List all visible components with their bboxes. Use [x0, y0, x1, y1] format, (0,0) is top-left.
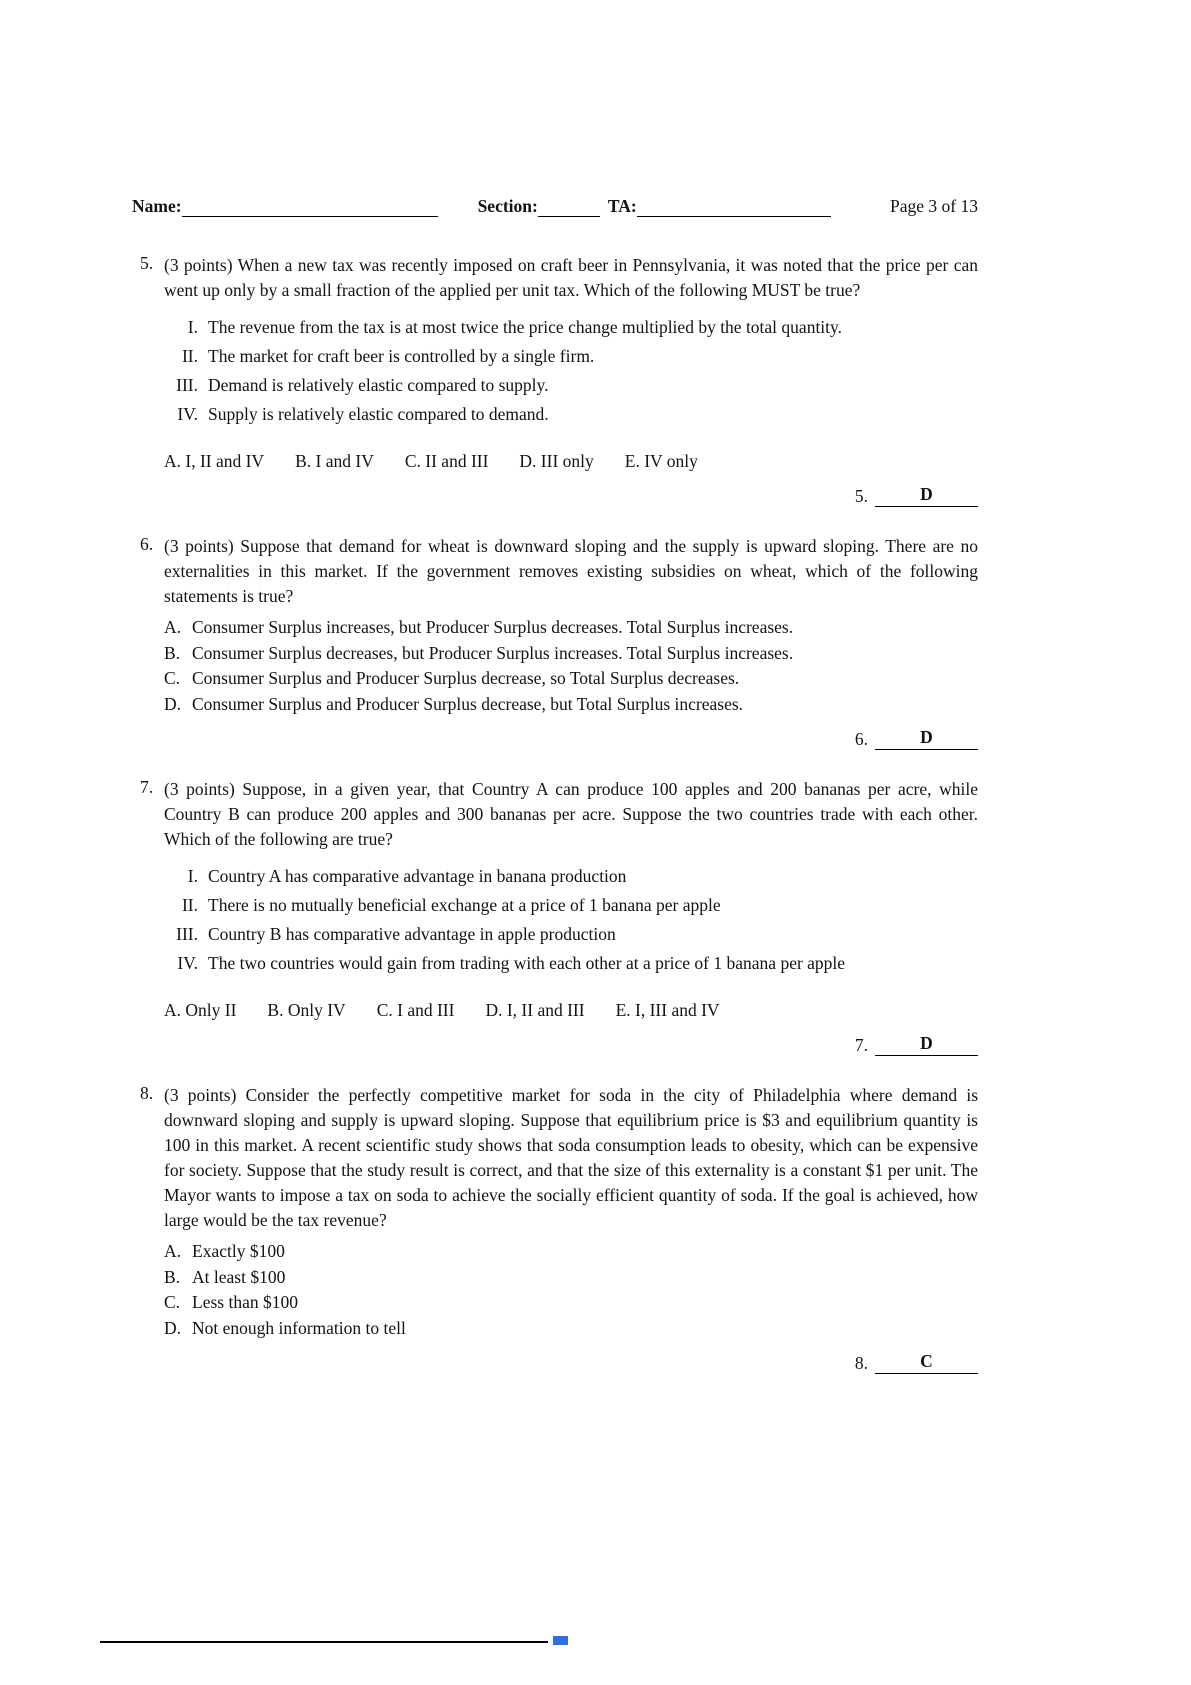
- roman-item: [164, 893, 978, 918]
- question-body: [164, 253, 978, 507]
- roman-label: III.: [176, 924, 198, 944]
- choice: [164, 615, 978, 641]
- question-8-row: [132, 1083, 978, 1374]
- choice-label: C.: [164, 668, 181, 688]
- answer-number: 5.: [854, 486, 868, 506]
- choice: E. I, III and IV: [615, 1000, 720, 1020]
- question-text: [164, 1083, 978, 1233]
- question-7-row: [132, 777, 978, 1056]
- question-number: 6.: [140, 534, 154, 554]
- question-body: [164, 777, 978, 1056]
- answer-line: [164, 1350, 978, 1374]
- question-6: [132, 534, 978, 750]
- choice-label: D.: [164, 1317, 182, 1338]
- question-text: [164, 253, 978, 303]
- roman-item: [164, 344, 978, 369]
- roman-text: Supply is relatively elastic compared to demand.: [208, 404, 549, 424]
- question-7: [132, 777, 978, 1056]
- next-page-top-rule: [100, 1641, 548, 1643]
- answer-value: C: [875, 1350, 978, 1374]
- ta-blank-line: [637, 197, 831, 217]
- choice: [164, 692, 978, 718]
- choice: [164, 1239, 978, 1265]
- page-header: [132, 196, 978, 217]
- answer-value: D: [875, 726, 978, 750]
- choice: [164, 641, 978, 667]
- answer-line: [164, 726, 978, 750]
- answer-number: 8.: [854, 1353, 868, 1373]
- roman-label: I.: [187, 866, 198, 886]
- choice: [164, 1316, 978, 1342]
- roman-item: [164, 402, 978, 427]
- answer-value: D: [875, 483, 978, 507]
- question-number: 5.: [140, 253, 154, 273]
- roman-list: [164, 315, 978, 427]
- answer-value: D: [875, 1032, 978, 1056]
- roman-text: Country B has comparative advantage in apple production: [208, 924, 616, 944]
- question-8: [132, 1083, 978, 1374]
- answer-line: [164, 1032, 978, 1056]
- roman-item: [164, 864, 978, 889]
- roman-text: The revenue from the tax is at most twice the price change multiplied by the total quantity.: [208, 317, 843, 337]
- choice: B. Only IV: [267, 1000, 346, 1020]
- question-statement: Consider the perfectly competitive market for soda in the city of Philadelphia where demand is downward sloping and supply is upward sloping. Suppose that equilibrium price is $3 and equilibrium quantity is 100 in this market. A recent scientific study shows that soda consumption leads to obesity, which can be expensive for society. Suppose that the study result is correct, and that the size of this externality is a constant $1 per unit. The Mayor wants to impose a tax on soda to achieve the socially efficient quantity of soda. If the goal is achieved, how large would be the tax revenue?: [164, 1085, 978, 1230]
- choice-label: C.: [164, 1292, 181, 1312]
- choice-label: B.: [164, 1266, 181, 1287]
- choice-label: A.: [164, 617, 182, 637]
- choice: A. Only II: [164, 1000, 237, 1020]
- ta-label: TA:: [607, 196, 637, 216]
- choice-label: A.: [164, 1241, 182, 1261]
- roman-text: There is no mutually beneficial exchange at a price of 1 banana per apple: [208, 895, 721, 915]
- question-text: [164, 777, 978, 852]
- roman-label: III.: [176, 375, 198, 395]
- section-blank-line: [538, 197, 600, 217]
- roman-label: I.: [187, 317, 198, 337]
- question-statement: Suppose, in a given year, that Country A can produce 100 apples and 200 bananas per acre, while Country B can produce 200 apples and 300 bananas per acre. Suppose the two countries trade with each other. Which of the following are true?: [164, 779, 978, 849]
- roman-text: The two countries would gain from trading with each other at a price of 1 banana per apple: [208, 953, 846, 973]
- question-points: (3 points): [164, 1085, 237, 1105]
- roman-item: [164, 922, 978, 947]
- choice-text: Consumer Surplus decreases, but Producer Surplus increases. Total Surplus increases.: [192, 642, 794, 663]
- question-number: 8.: [140, 1083, 154, 1103]
- question-5: [132, 253, 978, 507]
- choice: D. III only: [519, 451, 594, 471]
- question-points: (3 points): [164, 536, 234, 556]
- name-blank-line: [182, 197, 438, 217]
- roman-list: [164, 864, 978, 976]
- document-content: [132, 196, 978, 1401]
- choice-text: Not enough information to tell: [192, 1317, 406, 1338]
- choice-label: D.: [164, 693, 182, 714]
- page-indicator: Page 3 of 13: [890, 196, 978, 216]
- question-statement: When a new tax was recently imposed on craft beer in Pennsylvania, it was noted that the price per can went up only by a small fraction of the applied per unit tax. Which of the following MUST be true?: [164, 255, 978, 300]
- question-points: (3 points): [164, 255, 233, 275]
- footer-marker: [553, 1636, 568, 1645]
- roman-item: [164, 315, 978, 340]
- roman-label: IV.: [177, 953, 198, 973]
- question-5-row: [132, 253, 978, 507]
- answer-choices: [164, 449, 978, 474]
- choice-label: B.: [164, 642, 181, 663]
- choice: C. I and III: [376, 1000, 455, 1020]
- choice-text: Exactly $100: [192, 1241, 285, 1261]
- answer-choices: [164, 998, 978, 1023]
- roman-text: The market for craft beer is controlled by a single firm.: [208, 346, 595, 366]
- answer-number: 6.: [854, 729, 868, 749]
- question-points: (3 points): [164, 779, 235, 799]
- roman-label: II.: [181, 895, 198, 915]
- question-statement: Suppose that demand for wheat is downward sloping and the supply is upward sloping. There are no externalities in this market. If the government removes existing subsidies on wheat, which of the following statements is true?: [164, 536, 978, 606]
- choice-text: At least $100: [192, 1266, 286, 1287]
- choice: E. IV only: [624, 451, 698, 471]
- choice: [164, 1290, 978, 1316]
- choice-text: Less than $100: [192, 1292, 298, 1312]
- choice-text: Consumer Surplus increases, but Producer Surplus decreases. Total Surplus increases.: [192, 617, 794, 637]
- roman-text: Country A has comparative advantage in banana production: [208, 866, 627, 886]
- answer-number: 7.: [854, 1035, 868, 1055]
- section-label: Section:: [477, 196, 538, 216]
- question-body: [164, 534, 978, 750]
- answer-line: [164, 483, 978, 507]
- choice: [164, 666, 978, 692]
- question-body: [164, 1083, 978, 1374]
- roman-label: IV.: [177, 404, 198, 424]
- question-number: 7.: [140, 777, 154, 797]
- roman-item: [164, 373, 978, 398]
- choice: B. I and IV: [295, 451, 374, 471]
- answer-choices: [164, 615, 978, 717]
- name-label: Name:: [132, 196, 182, 216]
- roman-text: Demand is relatively elastic compared to supply.: [208, 375, 549, 395]
- question-6-row: [132, 534, 978, 750]
- question-text: [164, 534, 978, 609]
- choice: A. I, II and IV: [164, 451, 265, 471]
- roman-label: II.: [181, 346, 198, 366]
- choice: D. I, II and III: [485, 1000, 585, 1020]
- roman-item: [164, 951, 978, 976]
- choice: C. II and III: [404, 451, 489, 471]
- answer-choices: [164, 1239, 978, 1341]
- choice-text: Consumer Surplus and Producer Surplus decrease, so Total Surplus decreases.: [192, 668, 740, 688]
- choice-text: Consumer Surplus and Producer Surplus decrease, but Total Surplus increases.: [192, 693, 744, 714]
- choice: [164, 1265, 978, 1291]
